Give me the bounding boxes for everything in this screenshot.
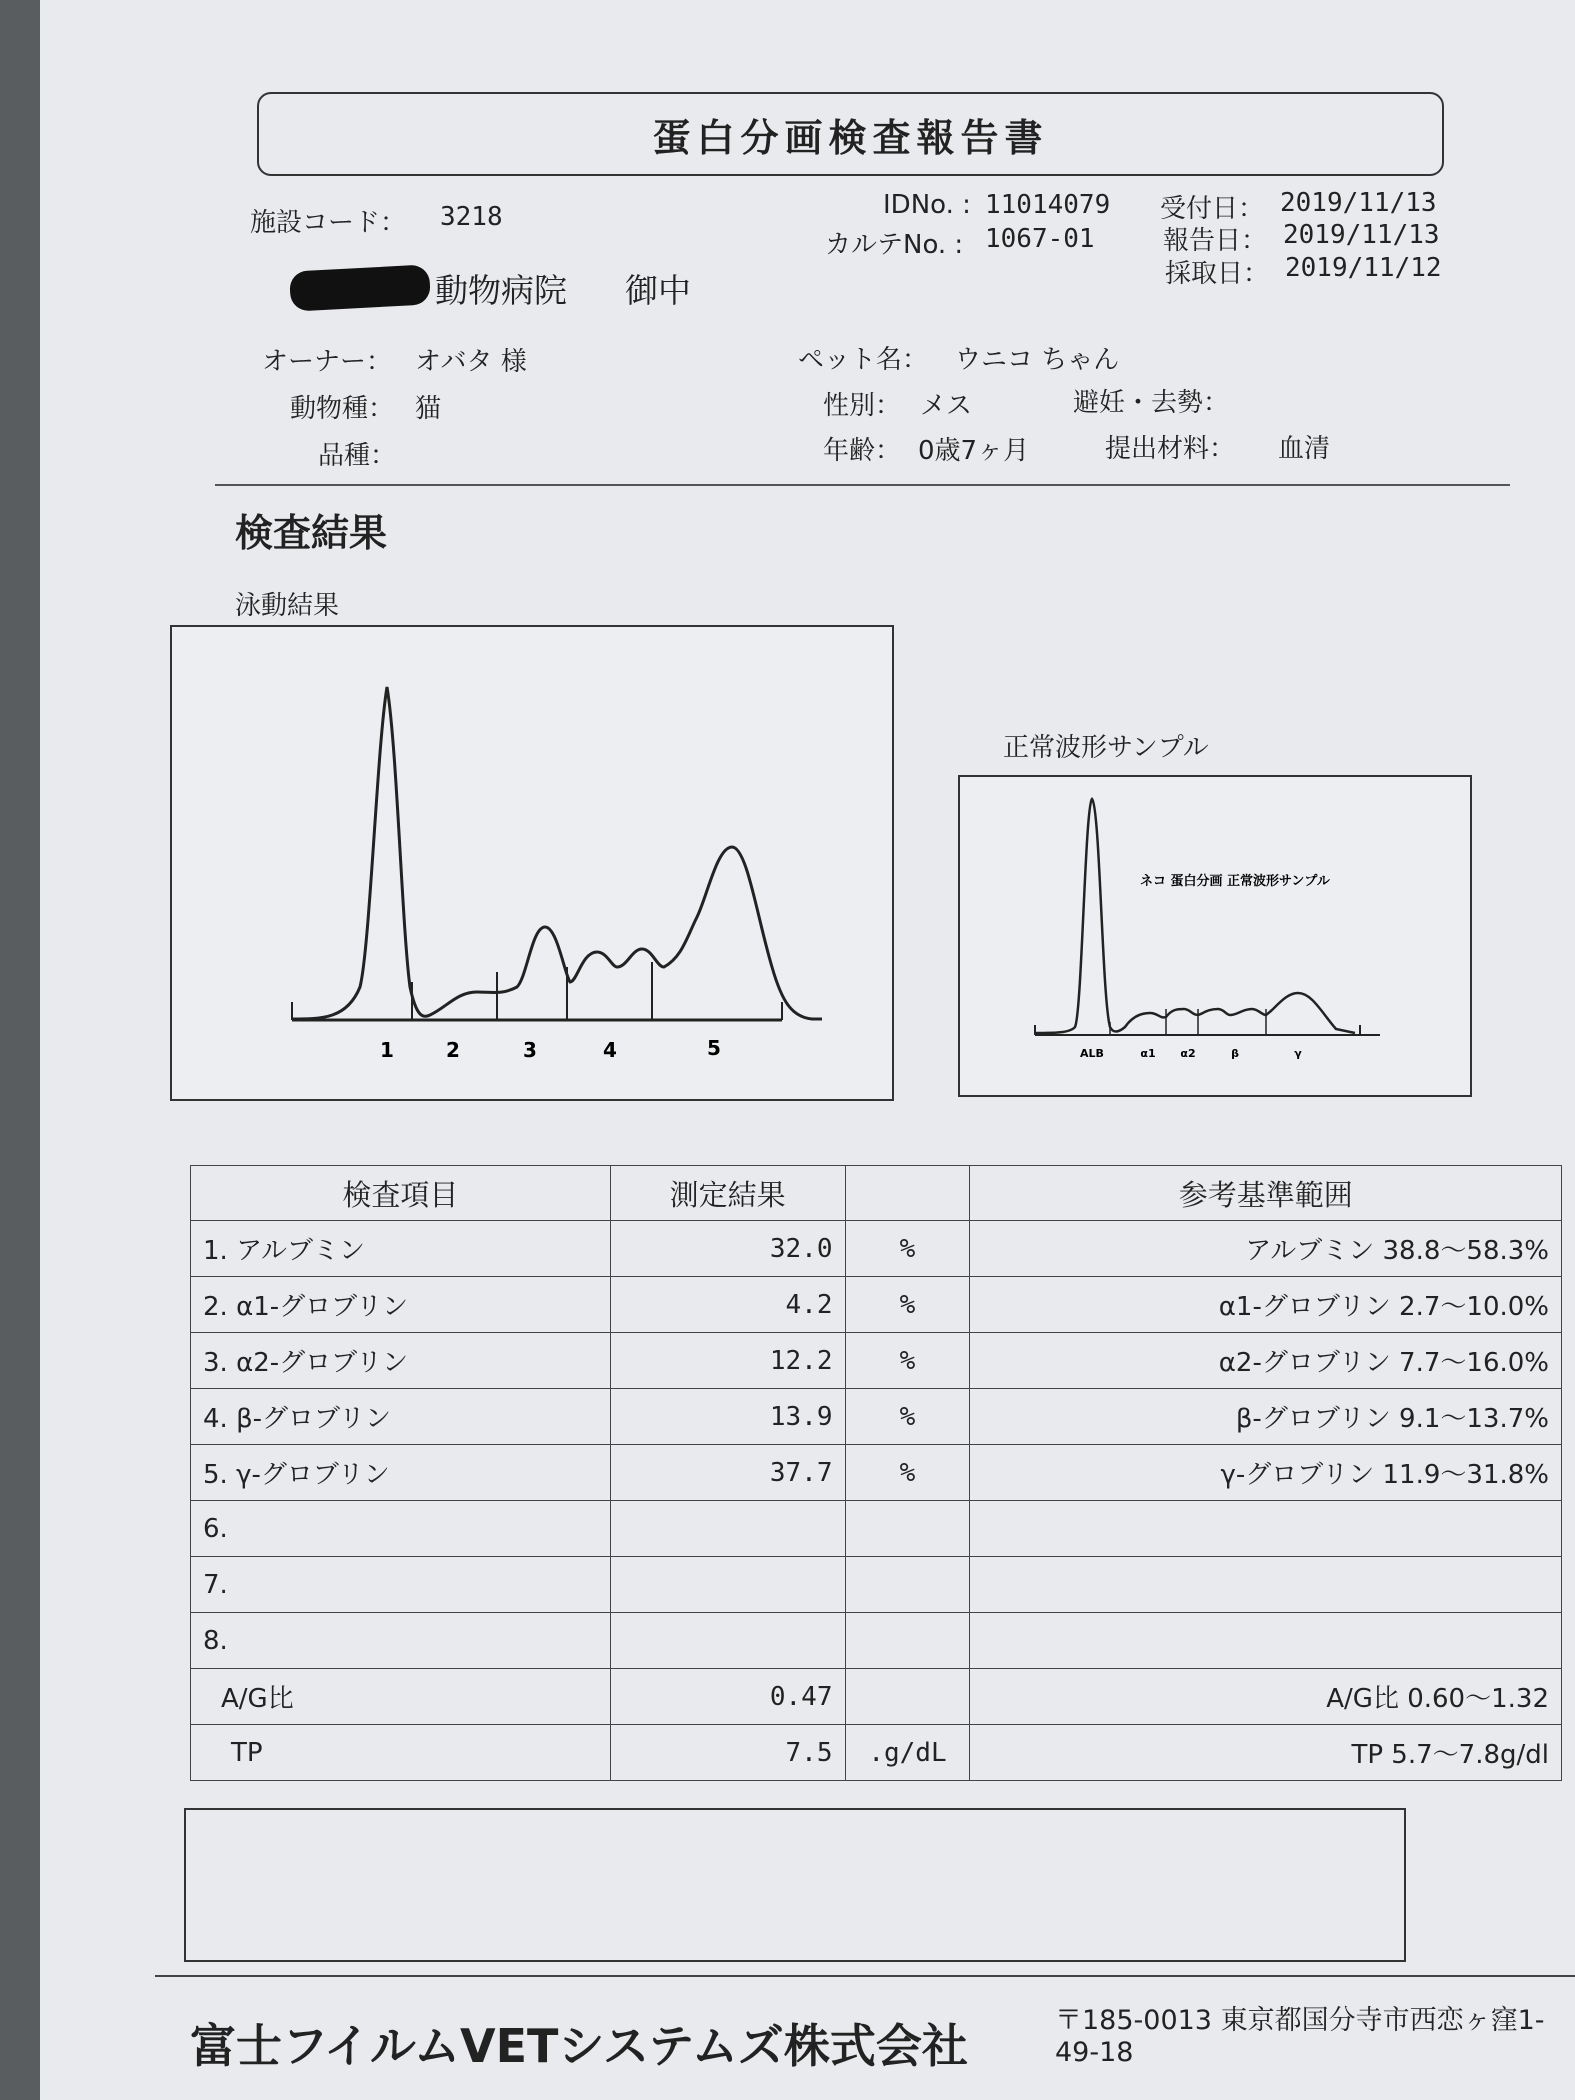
fraction-label: 4 <box>603 1038 617 1062</box>
sex-label: 性別： <box>823 391 902 421</box>
company-address: 〒185-0013 東京都国分寺市西恋ヶ窪1-49-18 <box>1055 2005 1545 2068</box>
collected-value: 2019/11/12 <box>1285 253 1442 283</box>
item-cell: 2. α1-グロブリン <box>191 1277 611 1333</box>
fraction-label: 1 <box>380 1038 394 1062</box>
header-reference: 参考基準範囲 <box>970 1166 1562 1221</box>
header-result: 測定結果 <box>610 1166 845 1221</box>
reference-cell <box>970 1501 1562 1557</box>
value-cell: 0.47 <box>610 1669 845 1725</box>
fraction-label: α1 <box>1140 1047 1156 1060</box>
company-name: 富士フイルムVETシステムズ株式会社 <box>190 2019 968 2073</box>
chart-no-label: カルテNo. : <box>825 230 964 260</box>
electrophoresis-svg <box>172 627 892 1099</box>
id-label: IDNo. : <box>883 190 971 220</box>
table-row <box>191 1333 1562 1389</box>
normal-chart-title: ネコ 蛋白分画 正常波形サンプル <box>1140 874 1330 889</box>
received-label: 受付日： <box>1160 194 1265 224</box>
report-paper <box>40 0 1575 2100</box>
table-header-row <box>191 1166 1562 1221</box>
age-label: 年齢： <box>823 436 902 466</box>
redaction-mark <box>289 264 431 311</box>
owner-label: オーナー： <box>262 347 393 377</box>
reference-cell: TP 5.7～7.8g/dl <box>970 1725 1562 1781</box>
item-cell: 3. α2-グロブリン <box>191 1333 611 1389</box>
unit-cell: % <box>845 1277 970 1333</box>
collected-label: 採取日： <box>1165 259 1270 289</box>
fraction-label: 3 <box>523 1038 537 1062</box>
table-row <box>191 1389 1562 1445</box>
normal-sample-label: 正常波形サンプル <box>1003 733 1209 763</box>
reference-cell: A/G比 0.60～1.32 <box>970 1669 1562 1725</box>
fraction-label: 2 <box>446 1038 460 1062</box>
table-row <box>191 1221 1562 1277</box>
item-cell: 8. <box>191 1613 611 1669</box>
facility-code-value: 3218 <box>440 202 503 232</box>
table-row <box>191 1445 1562 1501</box>
reported-value: 2019/11/13 <box>1283 220 1440 250</box>
pet-name-label: ペット名： <box>798 345 929 375</box>
material-label: 提出材料： <box>1105 434 1236 464</box>
reference-cell: β-グロブリン 9.1～13.7% <box>970 1389 1562 1445</box>
reference-cell: γ-グロブリン 11.9～31.8% <box>970 1445 1562 1501</box>
electrophoresis-chart <box>170 625 894 1101</box>
item-cell: A/G比 <box>191 1669 611 1725</box>
honorific: 御中 <box>625 271 691 310</box>
item-cell: 4. β-グロブリン <box>191 1389 611 1445</box>
facility-code-label: 施設コード： <box>250 208 407 238</box>
value-cell: 13.9 <box>610 1389 845 1445</box>
table-row <box>191 1501 1562 1557</box>
neuter-label: 避妊・去勢： <box>1073 388 1230 418</box>
reference-cell: アルブミン 38.8～58.3% <box>970 1221 1562 1277</box>
material-value: 血清 <box>1278 434 1331 464</box>
reported-label: 報告日： <box>1163 226 1268 256</box>
fraction-label: ALB <box>1080 1047 1104 1060</box>
item-cell: 5. γ-グロブリン <box>191 1445 611 1501</box>
reference-cell <box>970 1557 1562 1613</box>
results-title: 検査結果 <box>235 511 388 555</box>
item-cell: TP <box>191 1725 611 1781</box>
id-value: 11014079 <box>985 190 1111 220</box>
unit-cell: % <box>845 1221 970 1277</box>
electrophoresis-label: 泳動結果 <box>235 591 340 621</box>
age-value: 0歳7ヶ月 <box>918 436 1030 466</box>
pet-name-value: ウニコ ちゃん <box>955 345 1120 375</box>
fraction-label: β <box>1231 1047 1239 1060</box>
item-cell: 6. <box>191 1501 611 1557</box>
item-cell: 1. アルブミン <box>191 1221 611 1277</box>
hospital-name: 動物病院 <box>435 271 567 310</box>
value-cell: 32.0 <box>610 1221 845 1277</box>
chart-no-value: 1067-01 <box>985 224 1095 254</box>
value-cell <box>610 1557 845 1613</box>
unit-cell: % <box>845 1389 970 1445</box>
table-row <box>191 1613 1562 1669</box>
unit-cell: % <box>845 1333 970 1389</box>
breed-label: 品種： <box>318 441 397 471</box>
unit-cell: % <box>845 1445 970 1501</box>
table-row <box>191 1557 1562 1613</box>
value-cell: 7.5 <box>610 1725 845 1781</box>
comment-box <box>184 1808 1406 1962</box>
unit-cell <box>845 1501 970 1557</box>
unit-cell <box>845 1557 970 1613</box>
item-cell: 7. <box>191 1557 611 1613</box>
value-cell <box>610 1501 845 1557</box>
fraction-label: γ <box>1294 1047 1302 1060</box>
value-cell: 12.2 <box>610 1333 845 1389</box>
sex-value: メス <box>920 391 973 421</box>
series-line <box>1035 799 1355 1033</box>
fraction-label: α2 <box>1180 1047 1196 1060</box>
value-cell: 4.2 <box>610 1277 845 1333</box>
table-row <box>191 1725 1562 1781</box>
value-cell: 37.7 <box>610 1445 845 1501</box>
header-item: 検査項目 <box>191 1166 611 1221</box>
header-unit <box>845 1166 970 1221</box>
series-line <box>292 687 822 1019</box>
footer-divider <box>155 1975 1575 1977</box>
reference-cell: α2-グロブリン 7.7～16.0% <box>970 1333 1562 1389</box>
table-row <box>191 1669 1562 1725</box>
owner-value: オバタ 様 <box>415 347 527 377</box>
reference-cell: α1-グロブリン 2.7～10.0% <box>970 1277 1562 1333</box>
unit-cell <box>845 1669 970 1725</box>
reference-cell <box>970 1613 1562 1669</box>
report-title: 蛋白分画検査報告書 <box>257 92 1444 176</box>
species-label: 動物種： <box>290 394 395 424</box>
unit-cell <box>845 1613 970 1669</box>
received-value: 2019/11/13 <box>1280 188 1437 218</box>
unit-cell: .g/dL <box>845 1725 970 1781</box>
value-cell <box>610 1613 845 1669</box>
normal-sample-svg <box>960 777 1470 1095</box>
species-value: 猫 <box>415 394 442 424</box>
normal-sample-chart <box>958 775 1472 1097</box>
results-table <box>190 1165 1562 1781</box>
table-row <box>191 1277 1562 1333</box>
header-divider <box>215 484 1510 486</box>
fraction-label: 5 <box>707 1036 721 1060</box>
